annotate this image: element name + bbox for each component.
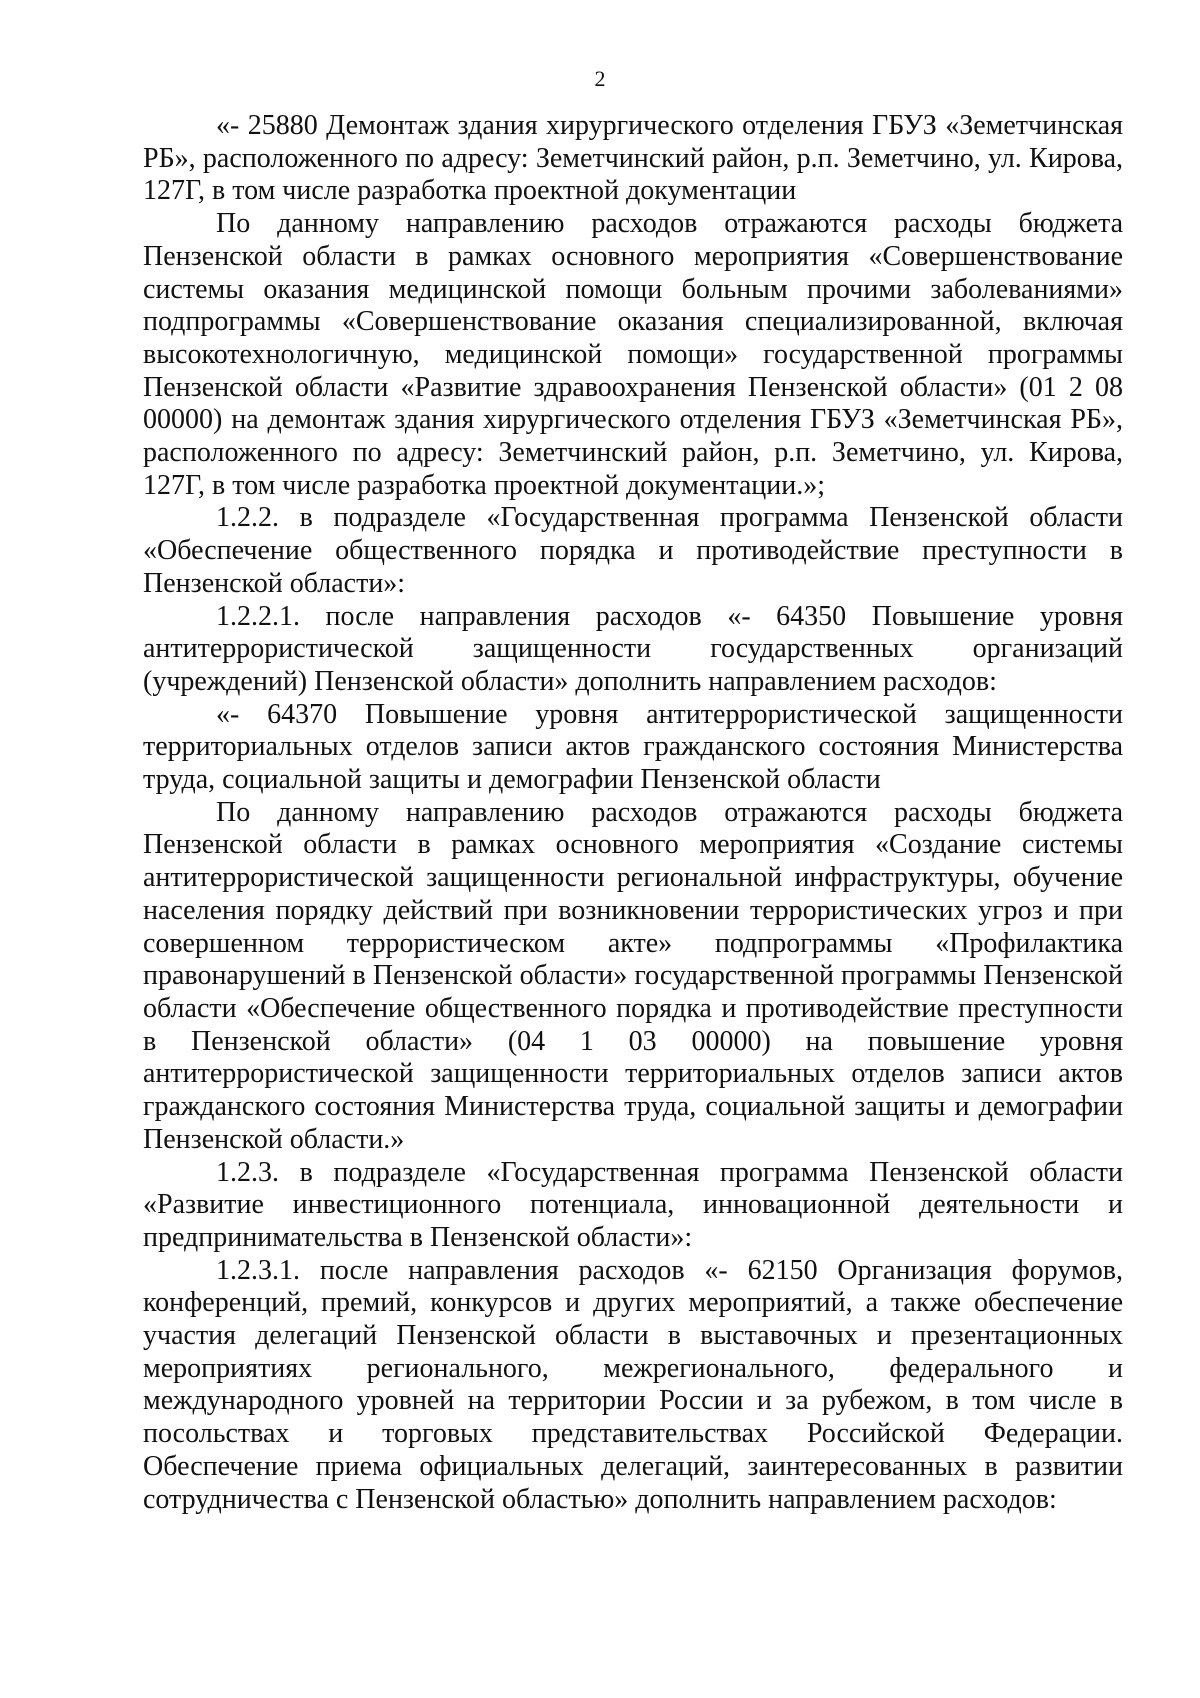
paragraph-section-1-2-3: 1.2.3. в подразделе «Государственная программа Пензенской области «Развитие инвестиционного потенциала, инновационной деятельности и предпринимательства в Пензенской области»: (143, 1156, 1123, 1253)
paragraph-expense-25880-title: «- 25880 Демонтаж здания хирургического отделения ГБУЗ «Земетчинская РБ», расположенного по адресу: Земетчинский район, р.п. Земетчино, ул. Кирова, 127Г, в том числе разработка проектной документации (143, 110, 1123, 207)
paragraph-expense-64370-description: По данному направлению расходов отражаются расходы бюджета Пензенской области в рамках основного мероприятия «Создание системы антитеррористической защищенности региональной инфраструктуры, обучение населения порядку действий при возникновении террористических угроз и при совершенном террористическом акте» подпрограммы «Профилактика правонарушений в Пензенской области» государственной программы Пензенской области «Обеспечение общественного порядка и противодействие преступности в Пензенской области» (04 1 03 00000) на повышение уровня антитеррористической защищенности территориальных отделов записи актов гражданского состояния Министерства труда, социальной защиты и демографии Пензенской области.» (143, 796, 1123, 1155)
paragraph-section-1-2-2-1: 1.2.2.1. после направления расходов «- 64350 Повышение уровня антитеррористической защищенности государственных организаций (учреждений) Пензенской области» дополнить направлением расходов: (143, 600, 1123, 697)
paragraph-expense-64370-title: «- 64370 Повышение уровня антитеррористической защищенности территориальных отделов записи актов гражданского состояния Министерства труда, социальной защиты и демографии Пензенской области (143, 698, 1123, 796)
page-number: 2 (594, 66, 606, 91)
paragraph-expense-25880-description: По данному направлению расходов отражаются расходы бюджета Пензенской области в рамках основного мероприятия «Совершенствование системы оказания медицинской помощи больным прочими заболеваниями» подпрограммы «Совершенствование оказания специализированной, включая высокотехнологичную, медицинской помощи» государственной программы Пензенской области «Развитие здравоохранения Пензенской области» (01 2 08 00000) на демонтаж здания хирургического отделения ГБУЗ «Земетчинская РБ», расположенного по адресу: Земетчинский район, р.п. Земетчино, ул. Кирова, 127Г, в том числе разработка проектной документации.»; (143, 208, 1123, 501)
paragraph-section-1-2-2: 1.2.2. в подразделе «Государственная программа Пензенской области «Обеспечение общественного порядка и противодействие преступности в Пензенской области»: (143, 502, 1123, 599)
paragraph-section-1-2-3-1: 1.2.3.1. после направления расходов «- 62150 Организация форумов, конференций, премий, конкурсов и других мероприятий, а также обеспечение участия делегаций Пензенской области в выставочных и презентационных мероприятиях регионального, межрегионального, федерального и международного уровней на территории России и за рубежом, в том числе в посольствах и торговых представительствах Российской Федерации. Обеспечение приема официальных делегаций, заинтересованных в развитии сотрудничества с Пензенской областью» дополнить направлением расходов: (143, 1254, 1123, 1515)
document-body (143, 110, 1123, 1516)
